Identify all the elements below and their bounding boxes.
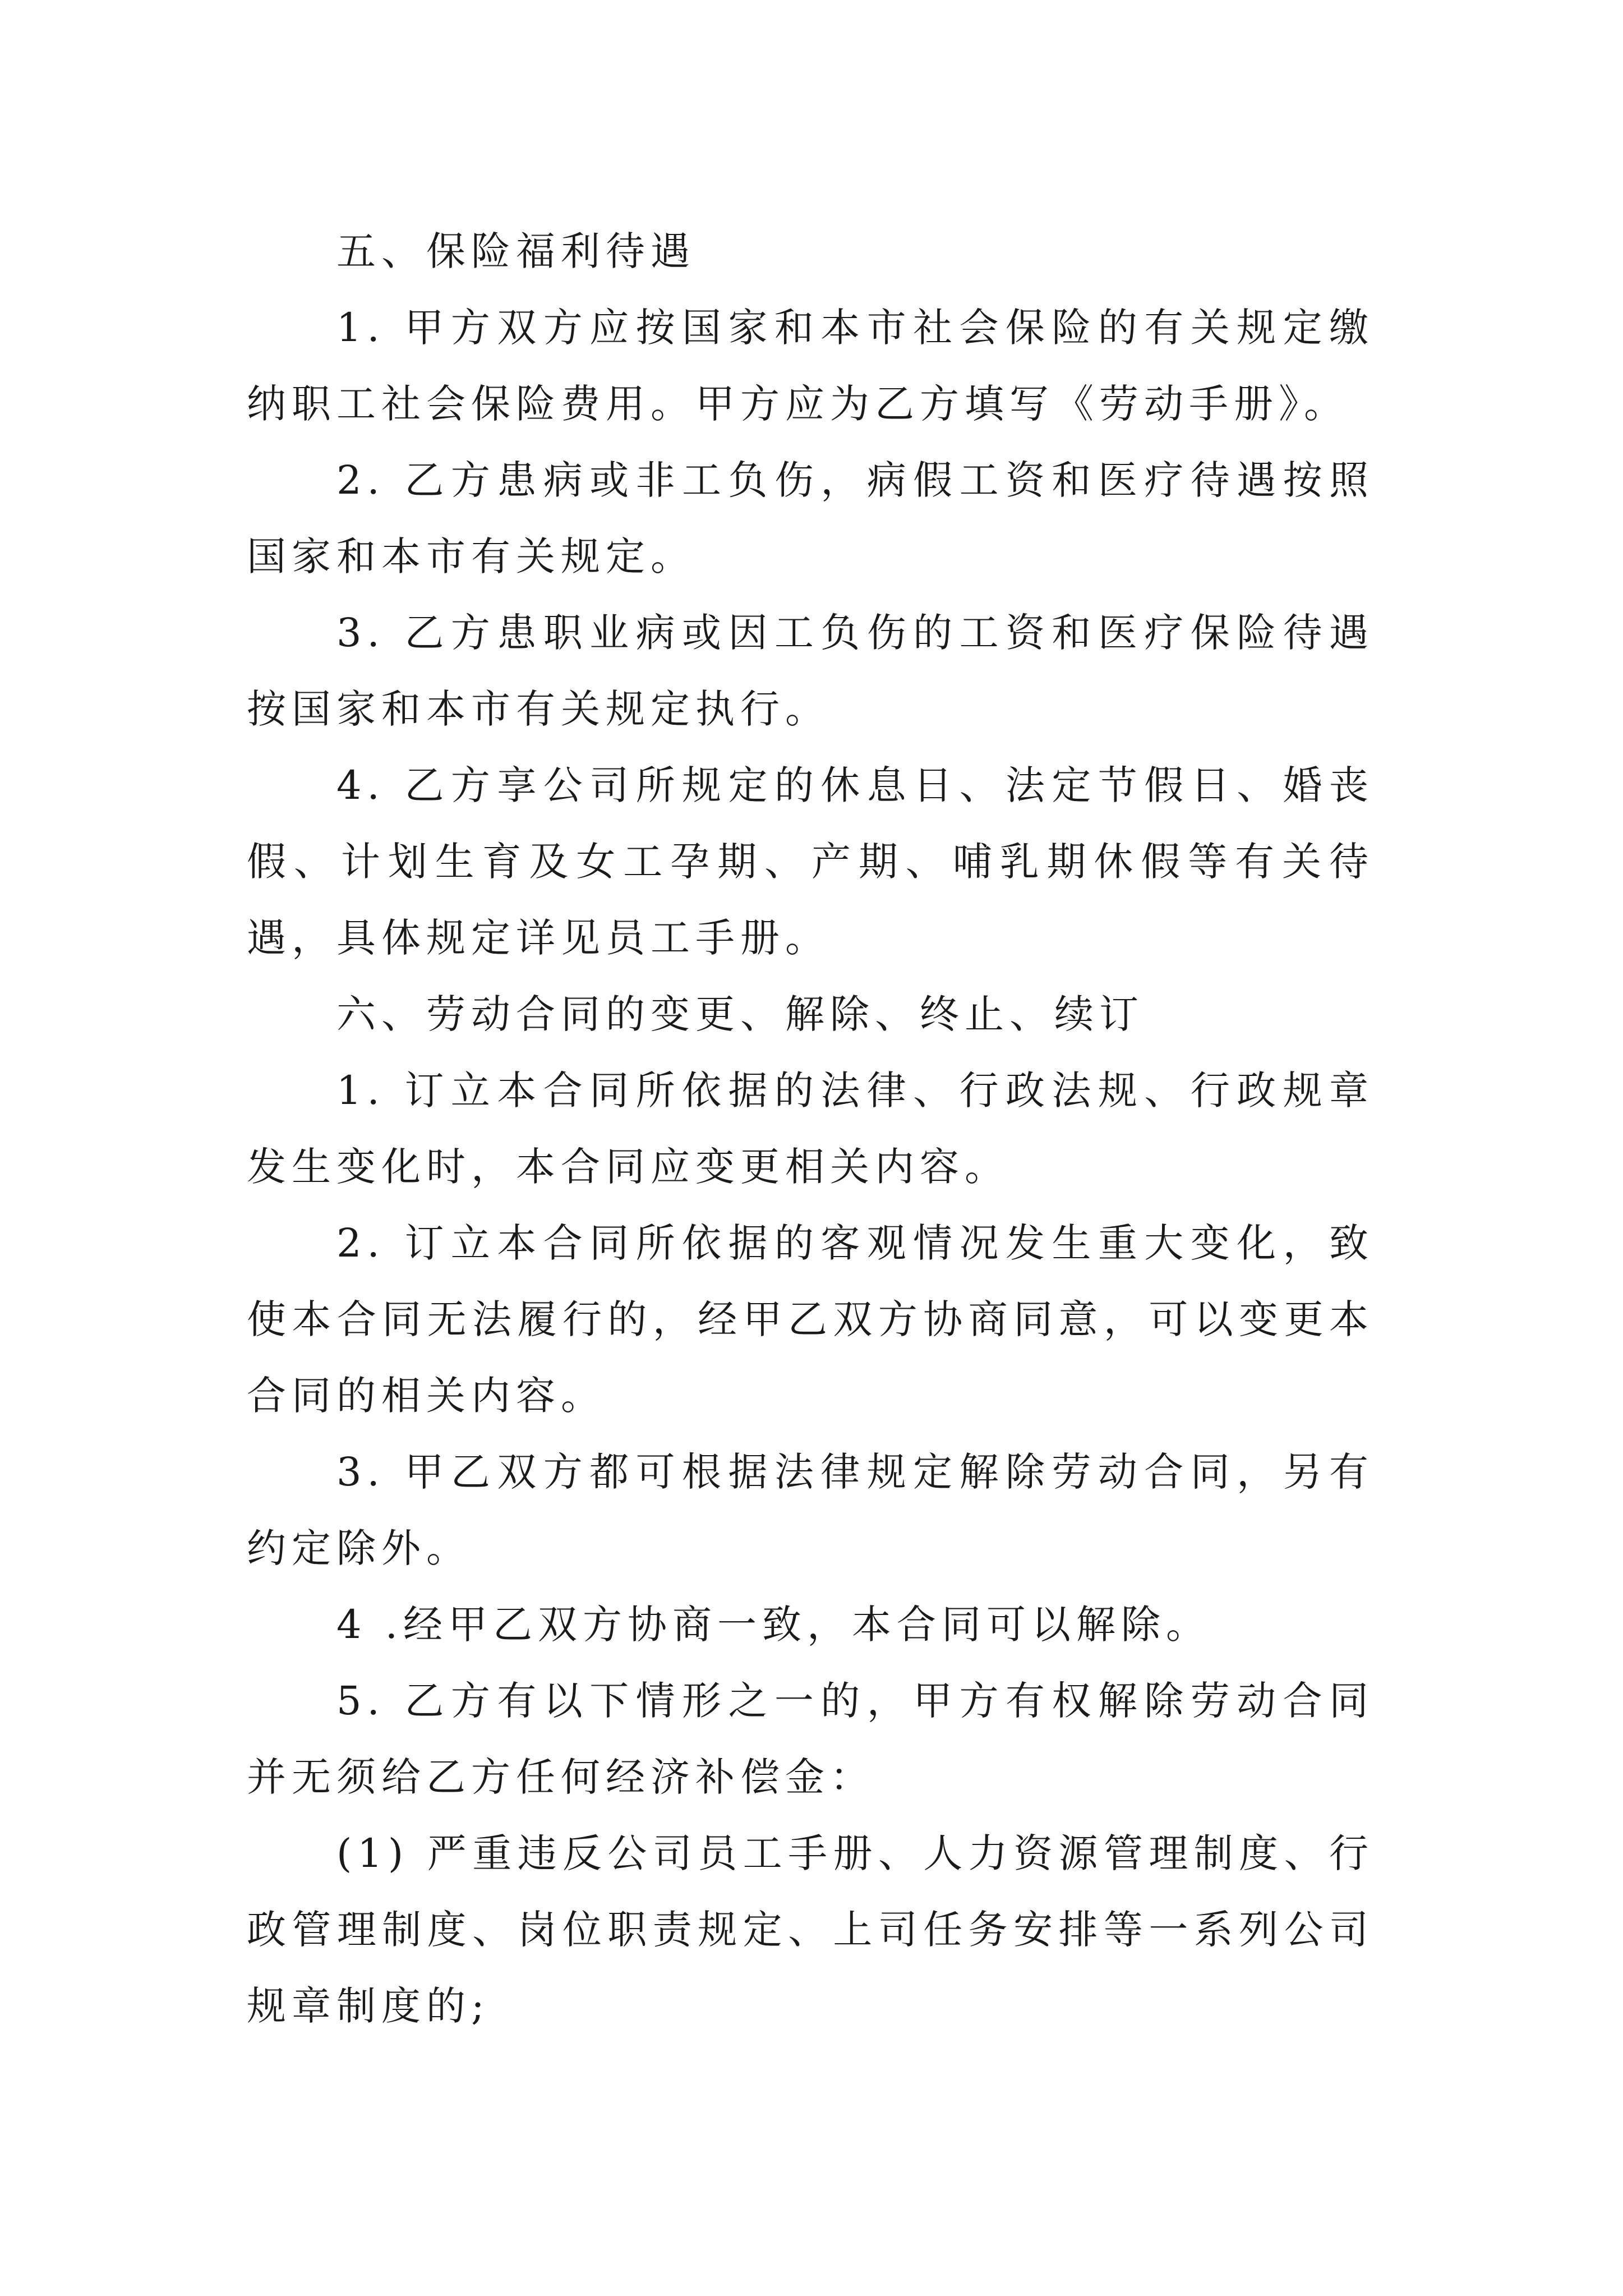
clause-6-1: 1. 订立本合同所依据的法律、行政法规、行政规章发生变化时，本合同应变更相关内容。 xyxy=(247,1068,1374,1190)
clause-6-5: 5. 乙方有以下情形之一的，甲方有权解除劳动合同并无须给乙方任何经济补偿金： xyxy=(247,1678,1374,1800)
clause-5-1: 1. 甲方双方应按国家和本市社会保险的有关规定缴纳职工社会保险费用。甲方应为乙方填写《劳动手册》。 xyxy=(247,305,1374,427)
section-heading-insurance: 五、保险福利待遇 xyxy=(336,228,695,274)
clause-6-4: 4 .经甲乙双方协商一致，本合同可以解除。 xyxy=(336,1602,1211,1648)
clause-5-4: 4. 乙方享公司所规定的休息日、法定节假日、婚丧假、计划生育及女工孕期、产期、哺乳期休假等有关待遇，具体规定详见员工手册。 xyxy=(247,762,1374,961)
section-heading-contract-changes: 六、劳动合同的变更、解除、终止、续订 xyxy=(336,991,1144,1037)
clause-5-2: 2. 乙方患病或非工负伤，病假工资和医疗待遇按照国家和本市有关规定。 xyxy=(247,457,1374,579)
document-body xyxy=(247,213,1374,2044)
clause-5-3: 3. 乙方患职业病或因工负伤的工资和医疗保险待遇按国家和本市有关规定执行。 xyxy=(247,610,1374,732)
clause-6-5-1: (1) 严重违反公司员工手册、人力资源管理制度、行政管理制度、岗位职责规定、上司任务安排等一系列公司规章制度的; xyxy=(247,1830,1374,2029)
clause-6-2: 2. 订立本合同所依据的客观情况发生重大变化，致使本合同无法履行的，经甲乙双方协商同意，可以变更本合同的相关内容。 xyxy=(247,1220,1374,1419)
clause-6-3: 3. 甲乙双方都可根据法律规定解除劳动合同，另有约定除外。 xyxy=(247,1449,1374,1571)
